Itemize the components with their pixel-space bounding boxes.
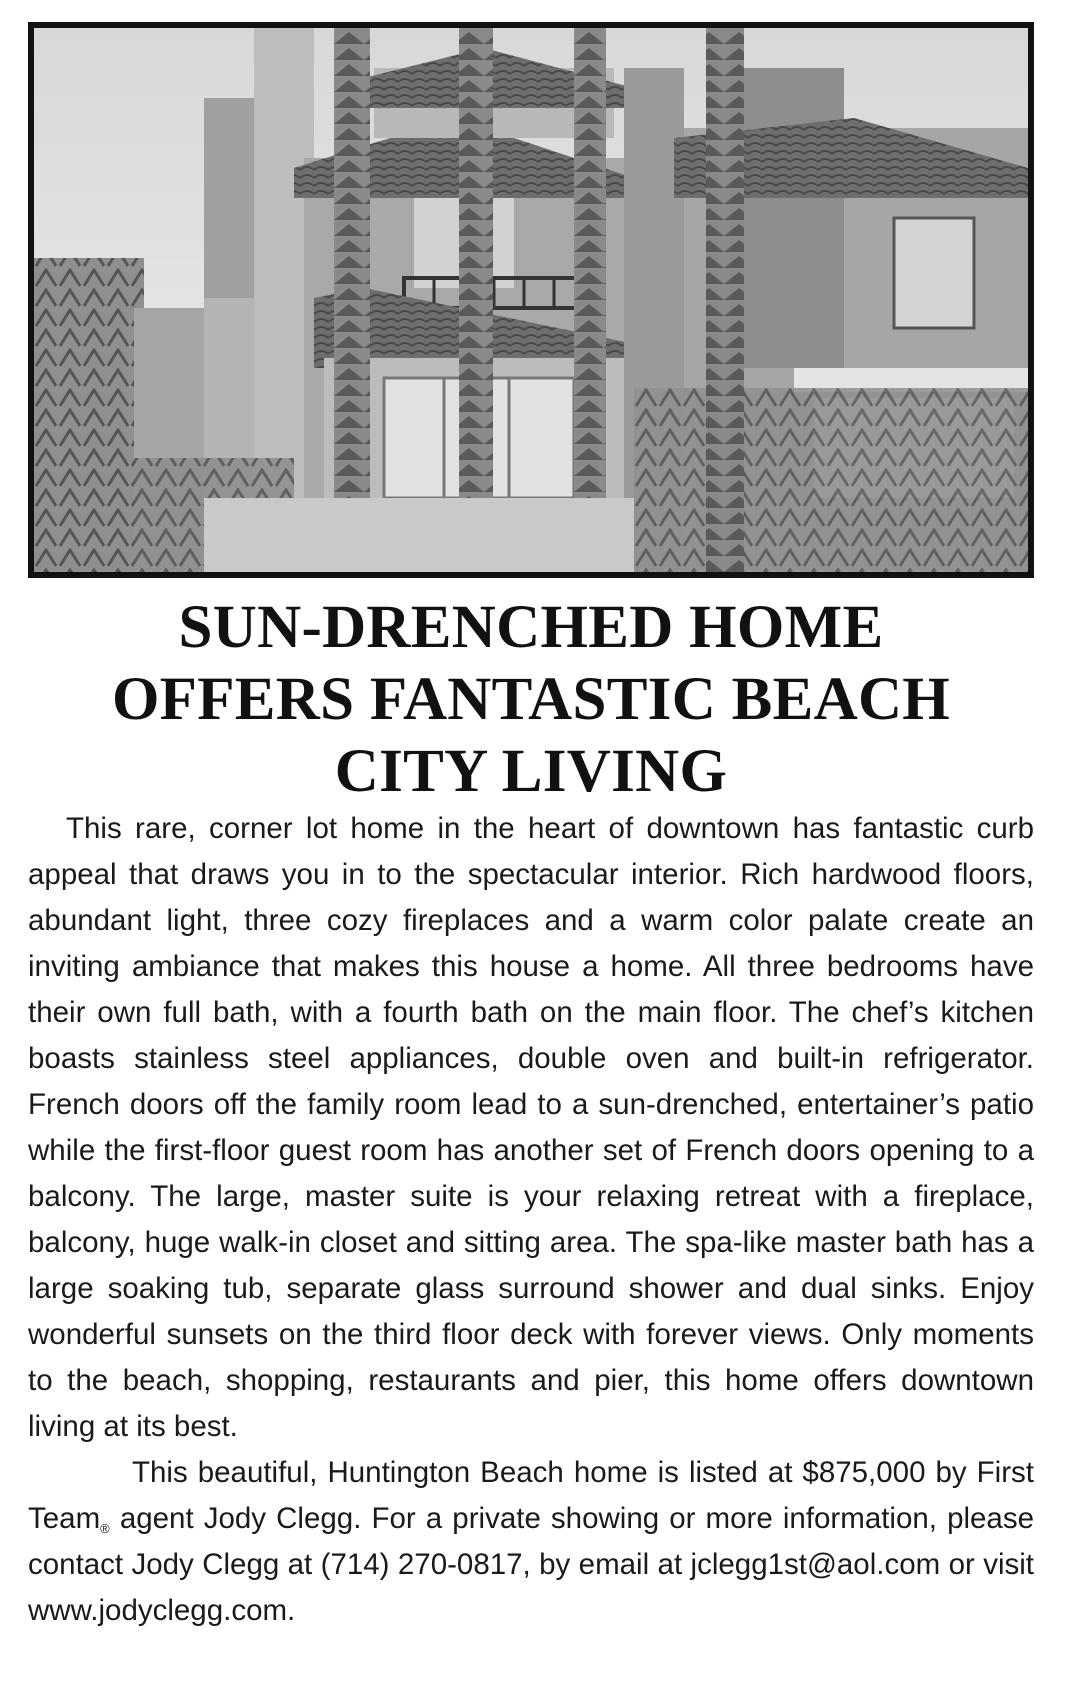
registered-mark: ® <box>100 1521 110 1536</box>
headline-line-1: SUN-DRENCHED HOME <box>178 594 884 661</box>
contact-text-start: This beautiful, Huntington Beach home is listed at $875,000 by First Team <box>28 1456 1034 1535</box>
house-illustration <box>34 28 1028 572</box>
headline-line-3: CITY LIVING <box>334 738 728 805</box>
headline <box>28 592 1034 808</box>
article-body <box>28 806 1034 1634</box>
headline-line-2: OFFERS FANTASTIC BEACH <box>111 666 951 733</box>
contact-text-end: agent Jody Clegg. For a private showing or more information, please contact Jody Clegg at (714) 270-0817, by email at jclegg1st@aol.com or visit www.jodyclegg.com. <box>28 1502 1034 1627</box>
house-photo <box>28 22 1034 578</box>
paragraph-description: This rare, corner lot home in the heart of downtown has fantastic curb appeal that draws you in to the spectacular interior. Rich hardwood floors, abundant light, three cozy fireplaces and a warm color palate create an inviting ambiance that makes this house a home. All three bedrooms have their own full bath, with a fourth bath on the main floor. The chef’s kitchen boasts stainless steel appliances, double oven and built-in refrigerator. French doors off the family room lead to a sun-drenched, entertainer’s patio while the first-floor guest room has another set of French doors opening to a balcony. The large, master suite is your relaxing retreat with a fireplace, balcony, huge walk-in closet and sitting area. The spa-like master bath has a large soaking tub, separate glass surround shower and dual sinks. Enjoy wonderful sunsets on the third floor deck with forever views. Only moments to the beach, shopping, restaurants and pier, this home offers downtown living at its best. <box>28 812 1034 1443</box>
paragraph-contact <box>28 1450 1034 1634</box>
